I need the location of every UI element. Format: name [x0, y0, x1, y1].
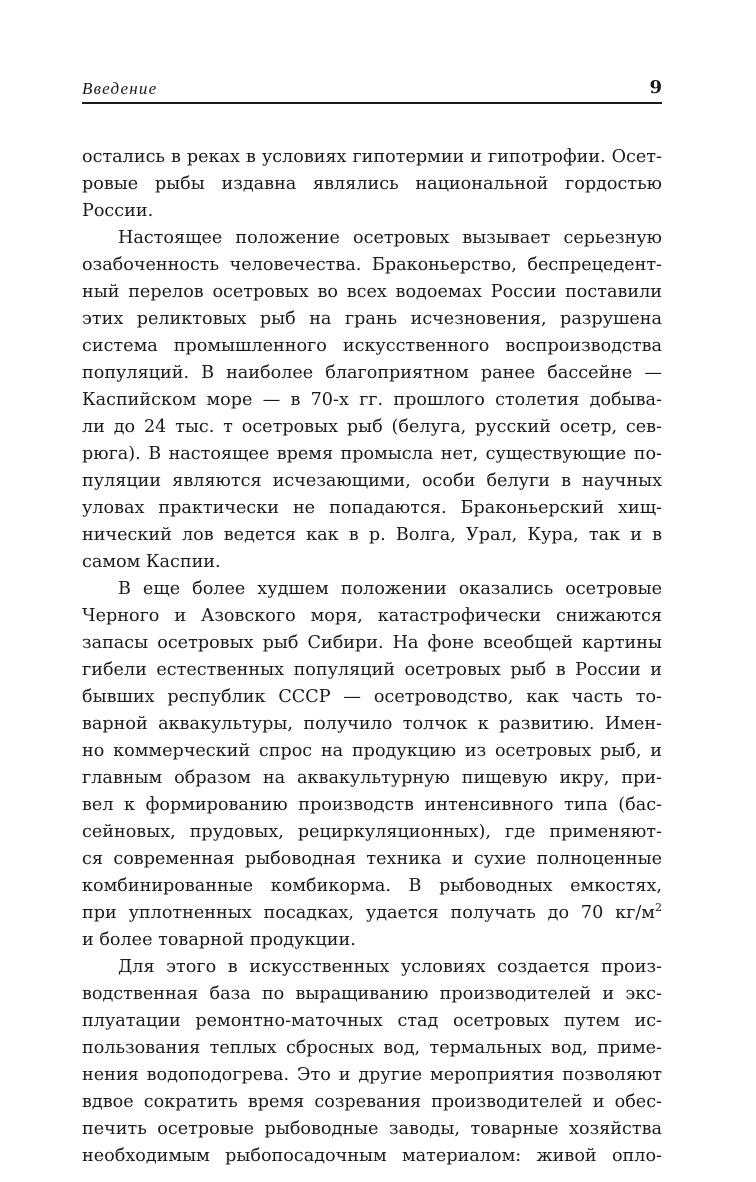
text-line: России. [82, 201, 154, 221]
text-line: водственная база по выращиванию производителей и экс- [82, 984, 662, 1004]
text-line: пользования теплых сбросных вод, термальных вод, приме- [82, 1038, 662, 1058]
text-line: комбинированные комбикорма. В рыбоводных емкостях, [82, 876, 662, 896]
text-line: пуляции являются исчезающими, особи белуги в научных [82, 471, 662, 491]
text-line: ровые рыбы издавна являлись национальной гордостью [82, 174, 662, 194]
text-line: Черного и Азовского моря, катастрофически снижаются [82, 606, 662, 626]
text-line: Настоящее положение осетровых вызывает серьезную [118, 228, 662, 248]
text-line: варной аквакультуры, получило толчок к развитию. Имен- [82, 714, 662, 734]
text-line: сейновых, прудовых, рециркуляционных), где применяют- [82, 822, 662, 842]
header-rule [82, 102, 662, 104]
text-line: ный перелов осетровых во всех водоемах России поставили [82, 282, 662, 302]
text-line: Каспийском море — в 70-х гг. прошлого столетия добыва- [82, 390, 662, 410]
text-line: печить осетровые рыбоводные заводы, товарные хозяйства [82, 1119, 662, 1139]
text-line: Для этого в искусственных условиях создается произ- [118, 957, 662, 977]
text-line: вдвое сократить время созревания производителей и обес- [82, 1092, 662, 1112]
text-line: система промышленного искусственного воспроизводства [82, 336, 662, 356]
text-line-with-superscript [82, 900, 662, 927]
text-line: ли до 24 тыс. т осетровых рыб (белуга, русский осетр, сев- [82, 417, 662, 437]
page-number: 9 [649, 77, 662, 98]
body-text [82, 144, 662, 1170]
text-line: запасы осетровых рыб Сибири. На фоне всеобщей картины [82, 633, 662, 653]
text-line: но коммерческий спрос на продукцию из осетровых рыб, и [82, 741, 662, 761]
text-line: самом Каспии. [82, 552, 221, 572]
text-line: остались в реках в условиях гипотермии и гипотрофии. Осет- [82, 147, 662, 167]
text-line: этих реликтовых рыб на грань исчезновения, разрушена [82, 309, 662, 329]
line-text: при уплотненных посадках, удается получать до 70 кг/м [82, 903, 655, 923]
text-line: гибели естественных популяций осетровых рыб в России и [82, 660, 662, 680]
text-line: нический лов ведется как в р. Волга, Урал, Кура, так и в [82, 525, 662, 545]
text-line: озабоченность человечества. Браконьерство, беспрецедент- [82, 255, 662, 275]
running-header [82, 79, 662, 99]
text-line: плуатации ремонтно-маточных стад осетровых путем ис- [82, 1011, 662, 1031]
text-line: главным образом на аквакультурную пищевую икру, при- [82, 768, 662, 788]
text-line: популяций. В наиболее благоприятном ранее бассейне — [82, 363, 662, 383]
text-line: рюга). В настоящее время промысла нет, существующие по- [82, 444, 662, 464]
text-line: ся современная рыбоводная техника и сухие полноценные [82, 849, 662, 869]
section-title: Введение [82, 79, 158, 98]
text-line: бывших республик СССР — осетроводство, как часть то- [82, 687, 662, 707]
superscript: 2 [655, 901, 662, 914]
text-line: необходимым рыбопосадочным материалом: живой опло- [82, 1146, 662, 1166]
text-line: В еще более худшем положении оказались осетровые [118, 579, 662, 599]
text-line: вел к формированию производств интенсивного типа (бас- [82, 795, 662, 815]
text-line: и более товарной продукции. [82, 930, 356, 950]
text-line: уловах практически не попадаются. Браконьерский хищ- [82, 498, 662, 518]
text-line: нения водоподогрева. Это и другие мероприятия позволяют [82, 1065, 662, 1085]
